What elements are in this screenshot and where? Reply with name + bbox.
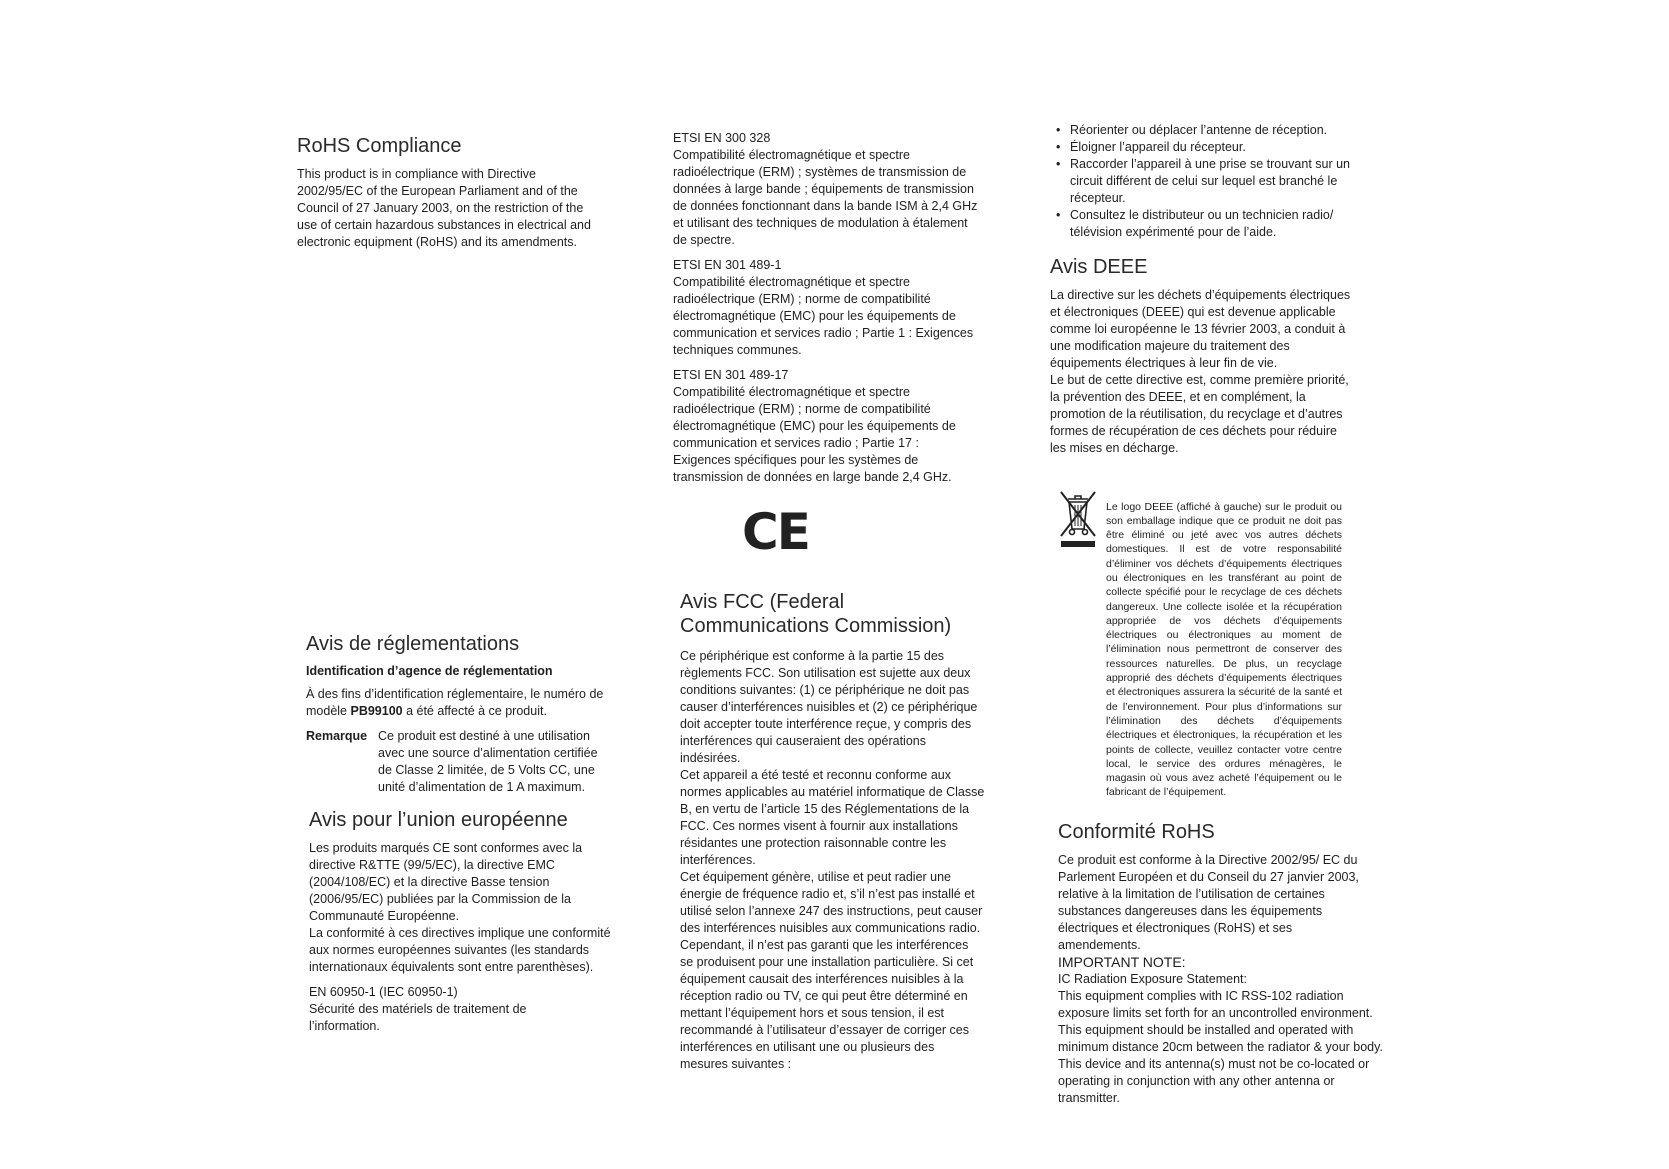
rohs-fr-section <box>1058 820 1388 1107</box>
ce-mark: CE <box>742 503 809 561</box>
list-item: • Raccorder l’appareil à une prise se trouvant sur un circuit différent de celui sur lequel est branché le récepteur. <box>1062 156 1360 207</box>
standard-3-code: ETSI EN 301 489-17 <box>673 368 789 382</box>
list-item: • Éloigner l’appareil du récepteur. <box>1062 139 1360 156</box>
weee-text: Le logo DEEE (affiché à gauche) sur le produit ou son emballage indique que ce produit ne doit pas être éliminé ou jeté avec vos autres déchets domestiques. Il est de votre responsabilité d’éliminer vos déchets d’équipements électriques ou électroniques en les transférant au point de collecte spécifié pour le recyclage de ces déchets dangereux. Une collecte isolée et la récupération appropriée de vos déchets d’équipements électriques ou électroniques au moment de l’élimination nous permettront de conserver des ressources naturelles. De plus, un recyclage approprié des déchets d’équipements électriques et électroniques assurera la sécurité de la santé et de l’environnement. Pour plus d’informations sur l’élimination des déchets d’équipements électriques et électroniques, la récupération et les points de collecte, veuillez contacter votre centre local, le service des ordures ménagères, le magasin où vous avez acheté l’équipement ou le fabricant de l’équipement. <box>1106 500 1342 799</box>
standard-3 <box>673 367 978 486</box>
standard-1-desc: Compatibilité électromagnétique et spectre radioélectrique (ERM) ; systèmes de transmission de données à large bande ; équipements de transmission de données fonctionnant dans la bande ISM à 2,4 GHz et utilisant des techniques de modulation à étalement de spectre. <box>673 148 978 247</box>
deee-paragraph-1: La directive sur les déchets d’équipements électriques et électroniques (DEEE) qui est devenue applicable comme loi européenne le 13 février 2003, a conduit à une modification majeure du traitement des équipements électriques à leur fin de vie. <box>1050 288 1351 370</box>
rohs-section <box>297 134 597 251</box>
regulatory-body-b: a été affecté à ce produit. <box>402 704 547 718</box>
deee-title: Avis DEEE <box>1050 256 1148 278</box>
list-item: • Réorienter ou déplacer l’antenne de réception. <box>1062 122 1360 139</box>
remark <box>306 728 606 796</box>
regulatory-body <box>306 686 606 720</box>
regulatory-subtitle: Identification d’agence de réglementation <box>306 664 553 678</box>
fcc-paragraph-2: Cet appareil a été testé et reconnu conforme aux normes applicables au matériel informatique de Classe B, en vertu de l’article 15 des Réglementations de la FCC. Ces normes visent à fournir aux installations résidantes une protection raisonnable contre les interférences. <box>680 768 985 867</box>
etsi-standards <box>673 130 978 494</box>
fcc-section <box>680 590 985 1073</box>
ic-title: IC Radiation Exposure Statement: <box>1058 972 1247 986</box>
eu-standard-desc: Sécurité des matériels de traitement de l’information. <box>309 1002 527 1033</box>
standard-3-desc: Compatibilité électromagnétique et spectre radioélectrique (ERM) ; norme de compatibilité électromagnétique (EMC) pour les équipements de communication et services radio ; Partie 17 : Exigences spécifiques pour les systèmes de transmission de données en large bande 2,4 GHz. <box>673 385 956 484</box>
ic-body: This equipment complies with IC RSS-102 radiation exposure limits set forth for an uncontrolled environment. This equipment should be installed and operated with minimum distance 20cm between the radiator & your body. This device and its antenna(s) must not be co-located or operating in conjunction with any other antenna or transmitter. <box>1058 989 1383 1105</box>
eu-standard-code: EN 60950-1 (IEC 60950-1) <box>309 985 458 999</box>
regulatory-section <box>306 632 606 796</box>
fcc-title: Avis FCC (Federal Communications Commission) <box>680 591 952 637</box>
rohs-title: RoHS Compliance <box>297 135 462 157</box>
fcc-paragraph-3: Cet équipement génère, utilise et peut radier une énergie de fréquence radio et, s’il n’est pas installé et utilisé selon l’annexe 247 des instructions, peut causer des interférences nuisibles aux communications radio. Cependant, il n’est pas garanti que les interférences se produisent pour une installation particulière. Si cet équipement causait des interférences nuisibles à la réception radio ou TV, ce qui peut être déterminé en mettant l’équipement hors et sous tension, il est recommandé à l’utilisateur d’essayer de corriger ces interférences en utilisant une ou plusieurs des mesures suivantes : <box>680 870 983 1071</box>
standard-2-desc: Compatibilité électromagnétique et spectre radioélectrique (ERM) ; norme de compatibilité électromagnétique (EMC) pour les équipements de communication et services radio ; Partie 1 : Exigences techniques communes. <box>673 275 974 357</box>
regulatory-title: Avis de réglementations <box>306 633 520 655</box>
fcc-measures-list <box>1050 122 1360 241</box>
crossed-bin-icon <box>1058 489 1098 810</box>
model-number: PB99100 <box>350 704 403 718</box>
eu-section <box>309 808 614 1035</box>
important-note: IMPORTANT NOTE: <box>1058 954 1186 970</box>
eu-paragraph-1: Les produits marqués CE sont conformes avec la directive R&TTE (99/5/EC), la directive EMC (2004/108/EC) et la directive Basse tension (2006/95/EC) publiées par la Commission de la Communauté Européenne. <box>309 841 583 923</box>
standard-1-code: ETSI EN 300 328 <box>673 131 771 145</box>
standard-2 <box>673 257 978 359</box>
remark-label: Remarque <box>306 729 368 743</box>
eu-title: Avis pour l’union européenne <box>309 809 568 831</box>
list-item: • Consultez le distributeur ou un technicien radio/ télévision expérimenté pour de l’aide. <box>1062 207 1360 241</box>
standard-1 <box>673 130 978 249</box>
bullet-list <box>1050 122 1360 241</box>
weee-notice <box>1058 489 1348 810</box>
eu-paragraph-2: La conformité à ces directives implique une conformité aux normes européennes suivantes (les standards internationaux équivalents sont entre parenthèses). <box>309 926 611 974</box>
rohs-body: This product is in compliance with Directive 2002/95/EC of the European Parliament and of the Council of 27 January 2003, on the restriction of the use of certain hazardous substances in electrical and electronic equipment (RoHS) and its amendments. <box>297 167 591 249</box>
standard-2-code: ETSI EN 301 489-1 <box>673 258 782 272</box>
rohs-fr-body: Ce produit est conforme à la Directive 2002/95/ EC du Parlement Européen et du Conseil du 27 janvier 2003, relative à la limitation de l’utilisation de certaines substances dangereuses dans les équipements électriques et électroniques (RoHS) et ses amendements. <box>1058 853 1359 952</box>
deee-section <box>1050 255 1355 457</box>
regulatory-body-a: À des fins d’identification réglementaire, le numéro de modèle <box>306 687 604 718</box>
deee-paragraph-2: Le but de cette directive est, comme première priorité, la prévention des DEEE, et en complément, la promotion de la réutilisation, du recyclage et d’autres formes de récupération de ces déchets pour réduire les mises en décharge. <box>1050 373 1349 455</box>
remark-text: Ce produit est destiné à une utilisation avec une source d’alimentation certifiée de Classe 2 limitée, de 5 Volts CC, une unité d’alimentation de 1 A maximum. <box>378 729 598 794</box>
fcc-paragraph-1: Ce périphérique est conforme à la partie 15 des règlements FCC. Son utilisation est sujette aux deux conditions suivantes: (1) ce périphérique ne doit pas causer d’interférences nuisibles et (2) ce périphérique doit accepter toute interférence reçue, y compris des interférences qui causeraient des opérations indésirées. <box>680 649 978 765</box>
rohs-fr-title: Conformité RoHS <box>1058 821 1215 843</box>
